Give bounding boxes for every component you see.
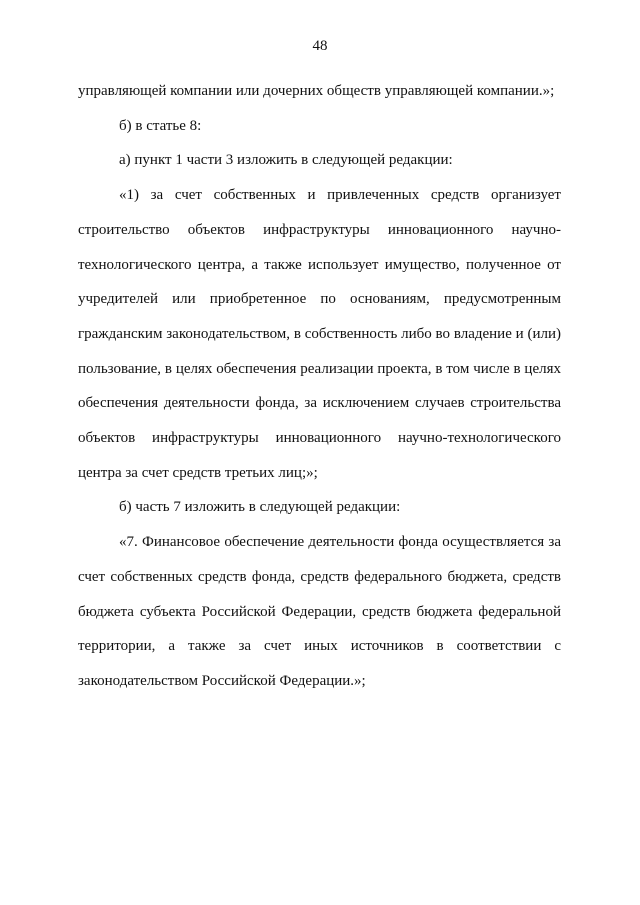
paragraph-part-7-text: «7. Финансовое обеспечение деятельности фонда осуществляется за счет собственных средств фонда, средств федерального бюджета, средств бюджета субъекта Российской Федерации, средств бюджета федеральной территории, а также за счет иных источников в соответствии с законодательством Российской Федерации.»; <box>78 534 561 689</box>
paragraph-article-8-heading: б) в статье 8: <box>119 117 202 134</box>
paragraph-point-a: а) пункт 1 части 3 изложить в следующей редакции: <box>119 152 453 169</box>
paragraph-point-b: б) часть 7 изложить в следующей редакции: <box>119 499 401 516</box>
paragraph-point-1-text: «1) за счет собственных и привлеченных средств организует строительство объектов инфраструктуры инновационного научно-технологического центра, а также использует имущество, полученное от учредителей или приобретенное по основаниям, предусмотренным гражданским законодательством, в собственность либо во владение и (или) пользование, в целях обеспечения реализации проекта, в том числе в целях обеспечения деятельности фонда, за исключением случаев строительства объектов инфраструктуры инновационного научно-технологического центра за счет средств третьих лиц;»; <box>78 187 561 481</box>
page-number: 48 <box>312 38 328 54</box>
document-body <box>78 74 561 699</box>
paragraph-continuation: управляющей компании или дочерних обществ управляющей компании.»; <box>78 83 555 99</box>
